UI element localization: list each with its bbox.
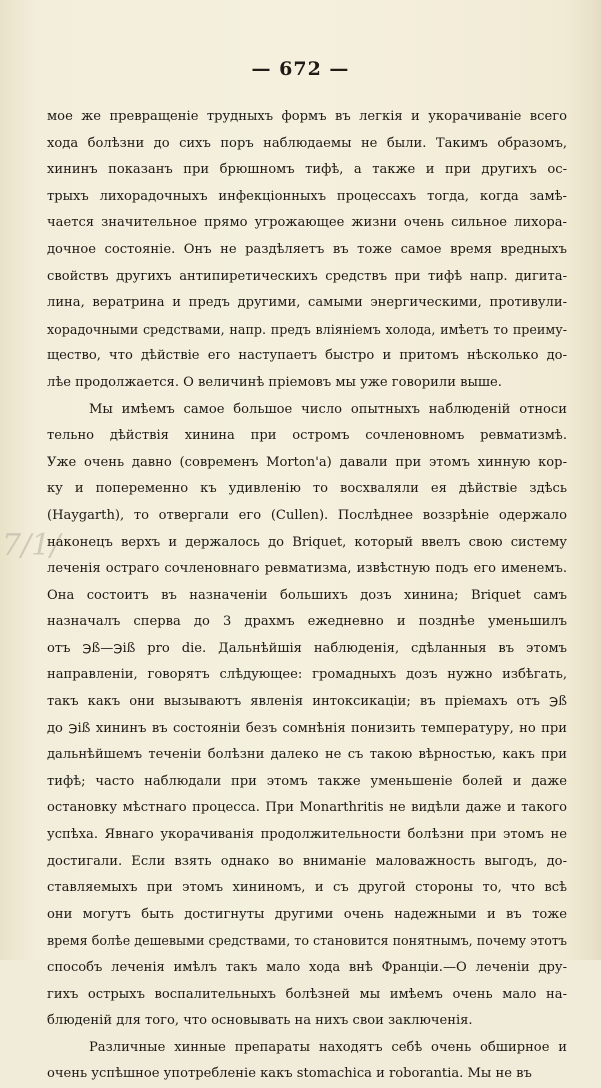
text-line: отъ ℈ß—℈iß pro die. Дальнѣйшія наблюденія, сдѣланныя въ этомъ	[47, 640, 567, 656]
text-line: Она состоитъ въ назначеніи большихъ дозъ хинина; Briquet самъ	[47, 587, 567, 603]
text-line: направленіи, говорятъ слѣдующее: громадныхъ дозъ нужно избѣгать,	[47, 667, 567, 683]
text-line: они могутъ быть достигнуты другими очень надежными и въ тоже	[47, 906, 567, 922]
text-line: Различные хинные препараты находятъ себѣ очень обширное и	[89, 1039, 567, 1055]
text-line: успѣха. Явнаго укорачиванія продолжительности болѣзни при этомъ не	[47, 827, 567, 843]
text-line: назначалъ сперва до 3 драхмъ ежедневно и позднѣе уменьшилъ	[47, 614, 567, 630]
text-line: лѣе продолжается. О величинѣ пріемовъ мы уже говорили выше.	[47, 374, 502, 390]
text-line: трыхъ лихорадочныхъ инфекціонныхъ процессахъ тогда, когда замѣ-	[47, 188, 567, 204]
page-number: — 672 —	[251, 58, 350, 80]
text-line: лина, вератрина и предъ другими, самыми энергическими, противули-	[47, 295, 567, 311]
text-line: способъ леченія имѣлъ такъ мало хода внѣ Франціи.—О леченіи дру-	[47, 960, 567, 975]
text-line: (Haygarth), то отвергали его (Cullen). Послѣднее воззрѣніе одержало	[47, 507, 567, 523]
text-line: тифѣ; часто наблюдали при этомъ также уменьшеніе болей и даже	[47, 773, 567, 789]
text-line: дочное состояніе. Онъ не раздѣляетъ въ тоже самое время вредныхъ	[47, 241, 567, 257]
text-line: мое же превращеніе трудныхъ формъ въ легкія и укорачиваніе всего	[47, 109, 567, 124]
text-line: такъ какъ они вызываютъ явленія интоксикаціи; въ пріемахъ отъ ℈ß	[47, 694, 567, 710]
text-line: ставляемыхъ при этомъ хининомъ, и съ другой стороны то, что всѣ	[47, 880, 567, 896]
text-line: остановку мѣстнаго процесса. При Monarthritis не видѣли даже и такого	[47, 800, 567, 816]
paragraph	[47, 104, 567, 397]
text-line: ку и попеременно къ удивленію то восхваляли ея дѣйствіе здѣсь	[47, 481, 567, 497]
text-line: Уже очень давно (современъ Morton'a) давали при этомъ хинную кор-	[47, 454, 567, 470]
text-line: хининъ показанъ при брюшномъ тифѣ, а также и при другихъ ос-	[47, 162, 567, 178]
text-line: гихъ острыхъ воспалительныхъ болѣзней мы имѣемъ очень мало на-	[47, 986, 567, 1002]
text-line: чается значительное прямо угрожающее жизни очень сильное лихора-	[47, 215, 567, 231]
text-line: очень успѣшное употребленіе какъ stomachica и roborantia. Мы не въ	[47, 1066, 532, 1082]
text-line: хода болѣзни до сихъ поръ наблюдаемы не были. Такимъ образомъ,	[47, 135, 567, 151]
text-line: до ℈iß хининъ въ состояніи безъ сомнѣнія понизить температуру, но при	[47, 720, 567, 736]
text-line: блюденій для того, что основывать на нихъ свои заключенія.	[47, 1013, 473, 1029]
paragraph	[47, 397, 567, 1035]
body-text	[47, 104, 567, 1088]
text-line: Мы имѣемъ самое большое число опытныхъ наблюденій относи	[89, 401, 567, 417]
text-line: леченія остраго сочленовнаго ревматизма, извѣстную подъ его именемъ.	[47, 561, 567, 577]
text-line: свойствъ другихъ антипиретическихъ средствъ при тифѣ напр. дигита-	[47, 268, 567, 284]
text-line: тельно дѣйствія хинина при остромъ сочленовномъ ревматизмѣ.	[47, 428, 567, 444]
text-line: наконецъ верхъ и держалось до Briquet, который ввелъ свою систему	[47, 534, 567, 550]
text-line: щество, что дѣйствіе его наступаетъ быстро и притомъ нѣсколько до-	[47, 348, 567, 364]
text-line: дальнѣйшемъ теченіи болѣзни далеко не съ такою вѣрностью, какъ при	[47, 747, 567, 763]
text-line: хорадочными средствами, напр. предъ вліяніемъ холода, имѣетъ то преиму-	[47, 321, 567, 337]
text-line: достигали. Если взять однако во вниманіе маловажность выгодъ, до-	[47, 853, 567, 869]
paragraph	[47, 1035, 567, 1088]
text-line: время болѣе дешевыми средствами, то становится понятнымъ, почему этотъ	[47, 933, 567, 949]
margin-pencil-mark: 7/1/	[2, 528, 61, 563]
